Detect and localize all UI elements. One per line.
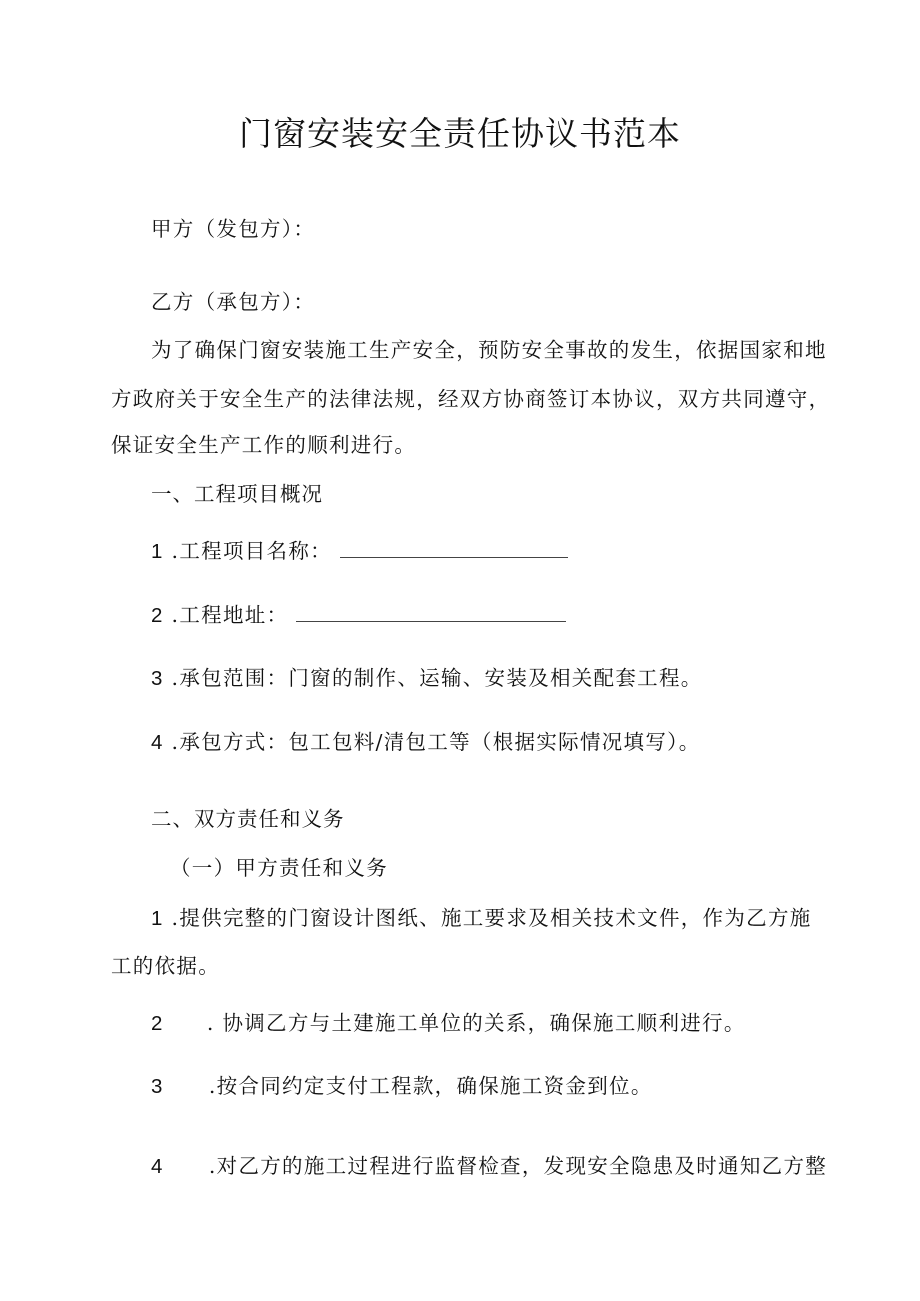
- party-a-duty-2: [151, 1013, 746, 1035]
- item-text: . 协调乙方与土建施工单位的关系，确保施工顺利进行。: [206, 1011, 746, 1035]
- item-number: 2: [151, 604, 164, 627]
- item-text: .按合同约定支付工程款，确保施工资金到位。: [208, 1074, 653, 1098]
- contract-method-row: [151, 732, 701, 754]
- item-number: 2: [151, 1012, 164, 1035]
- item-text: .承包方式：包工包料/清包工等（根据实际情况填写）。: [171, 730, 701, 754]
- party-a-label: 甲方（发包方）：: [151, 217, 316, 241]
- party-a-duty-1-line-1: [151, 908, 812, 930]
- project-address-row: [151, 605, 566, 627]
- party-a-duty-3: [151, 1076, 653, 1098]
- party-b-label: 乙方（承包方）：: [151, 290, 316, 314]
- item-number: 3: [151, 1075, 164, 1098]
- item-text: .对乙方的施工过程进行监督检查，发现安全隐患及时通知乙方整: [208, 1154, 828, 1178]
- intro-line-2: 方政府关于安全生产的法律法规，经双方协商签订本协议，双方共同遵守，: [111, 387, 831, 411]
- item-number: 1: [151, 907, 164, 930]
- item-text: .工程项目名称：: [171, 539, 332, 563]
- item-text: .提供完整的门窗设计图纸、施工要求及相关技术文件，作为乙方施: [171, 906, 812, 930]
- section2-heading: 二、双方责任和义务: [151, 808, 345, 831]
- item-number: 3: [151, 667, 164, 690]
- party-a-duty-4: [151, 1156, 827, 1178]
- intro-line-3: 保证安全生产工作的顺利进行。: [111, 433, 417, 457]
- item-number: 4: [151, 731, 164, 754]
- section2-subheading: （一）甲方责任和义务: [170, 856, 388, 880]
- project-name-row: [151, 541, 568, 563]
- project-address-blank-line[interactable]: [296, 605, 566, 622]
- scope-row: [151, 668, 703, 690]
- party-a-duty-1-line-2: 工的依据。: [111, 954, 220, 978]
- item-text: .工程地址：: [171, 603, 289, 627]
- item-text: .承包范围：门窗的制作、运输、安装及相关配套工程。: [171, 666, 703, 690]
- item-number: 1: [151, 540, 164, 563]
- document-title: 门窗安装安全责任协议书范本: [239, 115, 681, 152]
- project-name-blank-line[interactable]: [340, 541, 568, 558]
- item-number: 4: [151, 1155, 164, 1178]
- intro-line-1: 为了确保门窗安装施工生产安全，预防安全事故的发生，依据国家和地: [151, 338, 827, 362]
- section1-heading: 一、工程项目概况: [151, 483, 323, 506]
